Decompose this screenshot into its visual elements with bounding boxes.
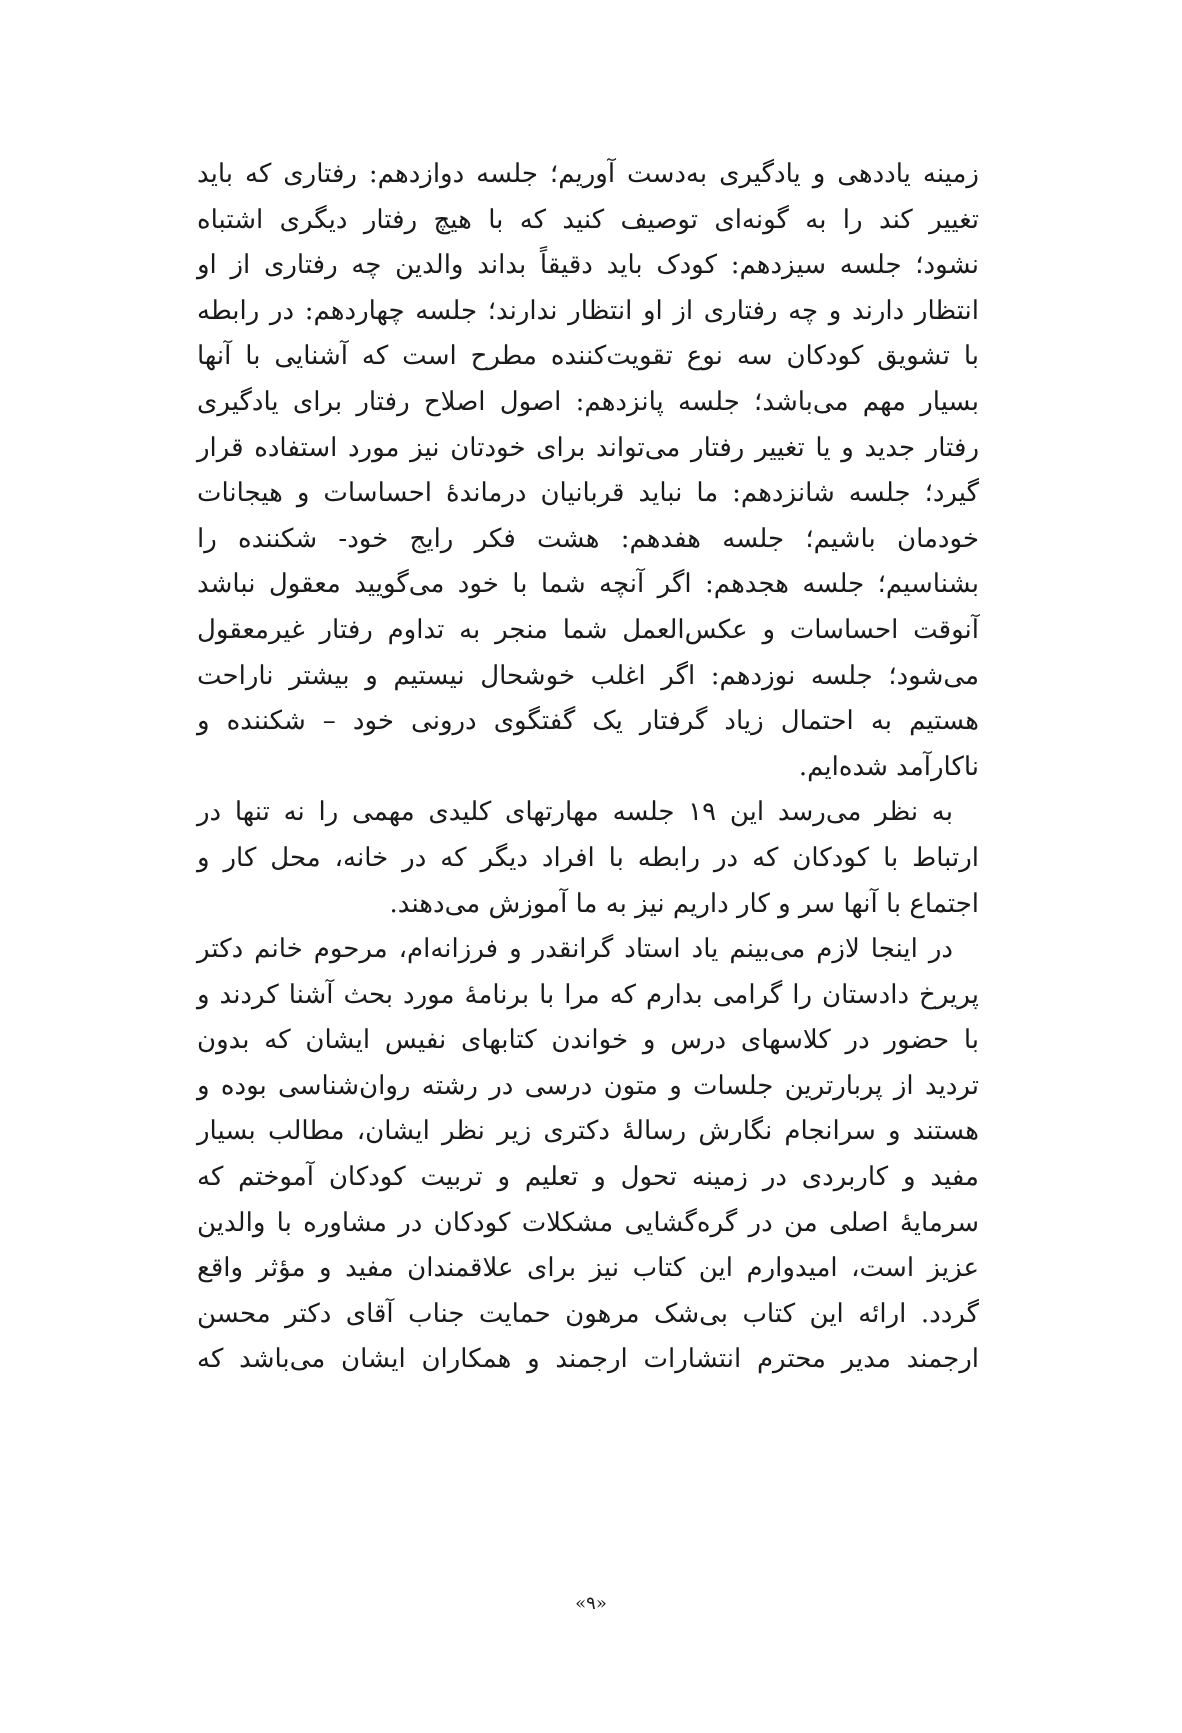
text-line: ناکارآمد شده‌ایم. — [798, 751, 979, 782]
text-line: هستند و سرانجام نگارش رسالهٔ دکتری زیر نظر ایشان، مطالب بسیار — [197, 1116, 979, 1147]
text-line: آنوقت احساسات و عکس‌العمل شما منجر به تداوم رفتار غیرمعقول — [197, 614, 979, 645]
text-line: بسیار مهم می‌باشد؛ جلسه پانزدهم: اصول اصلاح رفتار برای یادگیری — [197, 386, 979, 417]
text-line: اجتماع با آنها سر و کار داریم نیز به ما آموزش می‌دهند. — [389, 888, 979, 919]
text-line: ارتباط با کودکان که در رابطه با افراد دیگر که در خانه، محل کار و — [197, 842, 979, 873]
page-number: «۹» — [575, 1593, 607, 1614]
text-line: تردید از پربارترین جلسات و متون درسی در رشته روان‌شناسی بوده و — [197, 1070, 979, 1101]
text-line: گیرد؛ جلسه شانزدهم: ما نباید قربانیان درماندهٔ احساسات و هیجانات — [197, 478, 979, 509]
text-line: مفید و کاربردی در زمینه تحول و تعلیم و تربیت کودکان آموختم که — [197, 1162, 979, 1193]
text-line: سرمایهٔ اصلی من در گره‌گشایی مشکلات کودکان در مشاوره با والدین — [197, 1207, 979, 1238]
text-line: رفتار جدید و یا تغییر رفتار می‌تواند برای خودتان نیز مورد استفاده قرار — [197, 432, 979, 463]
text-line: هستیم به احتمال زیاد گرفتار یک گفتگوی درونی خود – شکننده و — [197, 706, 979, 737]
paragraph-3-cont — [197, 973, 979, 1383]
text-line: انتظار دارند و چه رفتاری از او انتظار ندارند؛ جلسه چهاردهم: در رابطه — [197, 295, 979, 326]
text-line: تغییر کند را به گونه‌ای توصیف کنید که با هیچ رفتار دیگری اشتباه — [197, 204, 979, 235]
text-line: خودمان باشیم؛ جلسه هفدهم: هشت فکر رایج خود- شکننده را — [197, 523, 979, 554]
text-line: بشناسیم؛ جلسه هجدهم: اگر آنچه شما با خود می‌گویید معقول نباشد — [197, 569, 979, 600]
text-line: با تشویق کودکان سه نوع تقویت‌کننده مطرح است که آشنایی با آنها — [197, 341, 979, 372]
text-line: زمینه یاددهی و یادگیری به‌دست آوریم؛ جلسه دوازدهم: رفتاری که باید — [197, 159, 979, 189]
paragraph-1 — [197, 152, 979, 790]
paragraph-2 — [197, 790, 979, 836]
paragraph-3 — [197, 927, 979, 973]
text-line: ارجمند مدیر محترم انتشارات ارجمند و همکاران ایشان می‌باشد که — [197, 1344, 979, 1375]
text-line: نشود؛ جلسه سیزدهم: کودک باید دقیقاً بداند والدین چه رفتاری از او — [197, 250, 979, 281]
text-line: به نظر می‌رسد این ۱۹ جلسه مهارتهای کلیدی مهمی را نه تنها در — [197, 797, 953, 828]
text-line: در اینجا لازم می‌بینم یاد استاد گرانقدر و فرزانه‌ام، مرحوم خانم دکتر — [197, 934, 953, 965]
text-line: می‌شود؛ جلسه نوزدهم: اگر اغلب خوشحال نیستیم و بیشتر ناراحت — [197, 660, 979, 691]
body-text — [197, 152, 979, 1383]
paragraph-2-cont — [197, 836, 979, 927]
text-line: عزیز است، امیدوارم این کتاب نیز برای علاقمندان مفید و مؤثر واقع — [197, 1253, 979, 1284]
text-line: با حضور در کلاسهای درس و خواندن کتابهای نفیس ایشان که بدون — [197, 1025, 979, 1056]
text-line: پریرخ دادستان را گرامی بدارم که مرا با برنامهٔ مورد بحث آشنا کردند و — [197, 979, 979, 1010]
text-line: گردد. ارائه این کتاب بی‌شک مرهون حمایت جناب آقای دکتر محسن — [197, 1298, 979, 1329]
